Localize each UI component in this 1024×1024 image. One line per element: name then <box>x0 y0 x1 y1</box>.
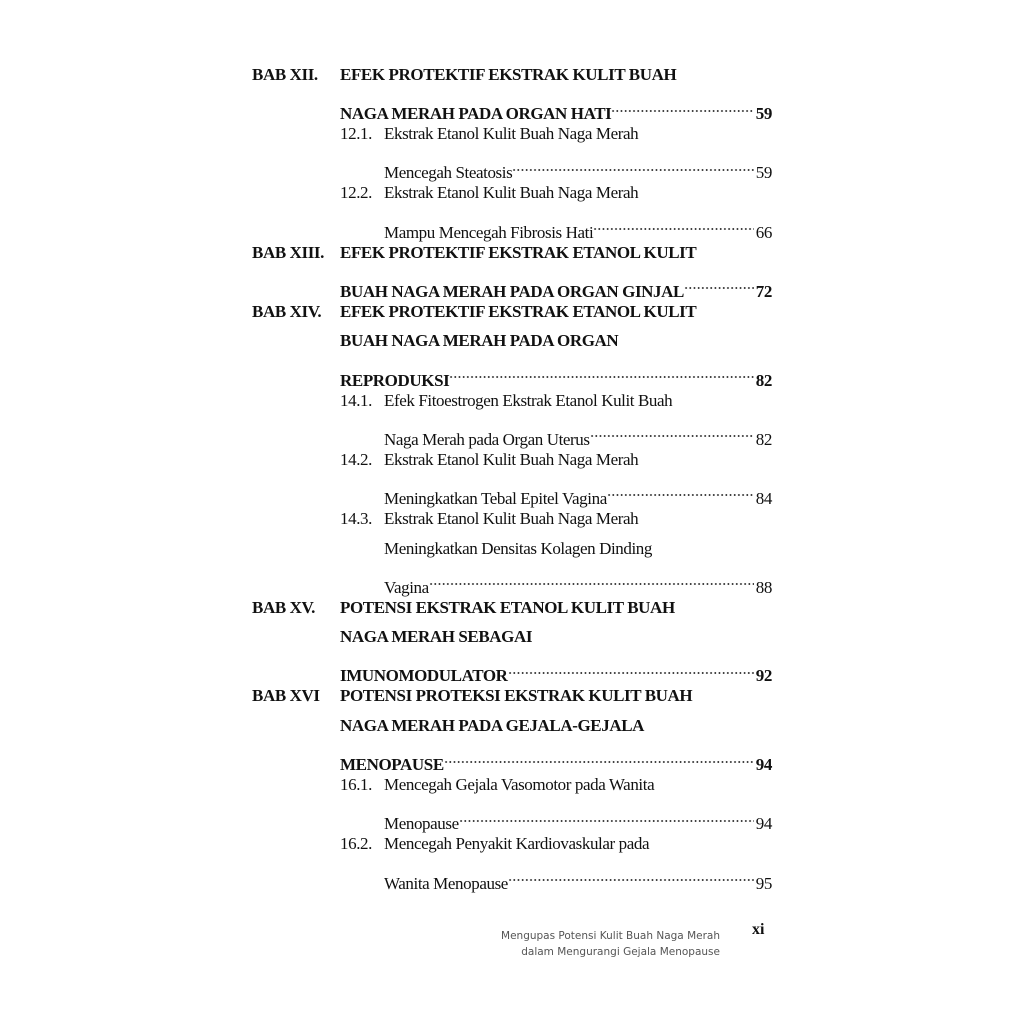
toc-subsection <box>252 504 772 534</box>
page-number: 88 <box>755 577 772 597</box>
subsection-title: Mencegah Gejala Vasomotor pada Wanita <box>384 775 655 795</box>
chapter-title: NAGA MERAH PADA GEJALA-GEJALA <box>340 716 645 736</box>
dot-leader <box>611 90 753 120</box>
subsection-number: 14.1. <box>340 390 373 410</box>
toc-chapter-heading <box>252 593 772 623</box>
subsection-title: Ekstrak Etanol Kulit Buah Naga Merah <box>384 124 639 144</box>
toc-entry-line <box>252 415 772 449</box>
toc-entry-line <box>252 800 772 834</box>
toc-entry-line <box>252 652 772 686</box>
toc-subsection <box>252 829 772 859</box>
toc-subsection <box>252 178 772 208</box>
subsection-number: 14.2. <box>340 449 373 469</box>
book-title-line-2: dalam Mengurangi Gejala Menopause <box>521 946 720 958</box>
toc-entry-line <box>252 534 772 564</box>
toc-chapter-heading <box>252 681 772 711</box>
page-number: 95 <box>755 873 772 893</box>
subsection-number: 16.1. <box>340 775 373 795</box>
chapter-title: NAGA MERAH PADA ORGAN HATI <box>340 104 612 124</box>
toc-chapter-heading <box>252 60 772 90</box>
subsection-number: 16.2. <box>340 834 373 854</box>
dot-leader <box>459 800 754 830</box>
toc-subsection <box>252 445 772 475</box>
toc-chapter-heading <box>252 297 772 327</box>
chapter-title: EFEK PROTEKTIF EKSTRAK KULIT BUAH <box>340 65 677 84</box>
page-number: 92 <box>755 666 772 686</box>
dot-leader <box>444 741 754 771</box>
chapter-title: BUAH NAGA MERAH PADA ORGAN GINJAL <box>340 281 684 301</box>
toc-leader <box>384 859 772 898</box>
chapter-title: EFEK PROTEKTIF EKSTRAK ETANOL KULIT <box>340 301 697 321</box>
dot-leader <box>593 208 754 238</box>
chapter-label: BAB XVI <box>252 686 320 706</box>
dot-leader <box>590 415 754 445</box>
page-number: 84 <box>755 488 772 508</box>
subsection-title: Menopause <box>384 814 459 834</box>
chapter-label: BAB XV. <box>252 597 316 617</box>
dot-leader <box>684 267 754 297</box>
subsection-title: Naga Merah pada Organ Uterus <box>384 429 590 449</box>
toc-subsection <box>252 119 772 149</box>
subsection-title: Meningkatkan Densitas Kolagen Dinding <box>384 538 653 558</box>
page-number: 72 <box>755 281 772 301</box>
subsection-title: Ekstrak Etanol Kulit Buah Naga Merah <box>384 449 639 469</box>
chapter-title: NAGA MERAH SEBAGAI <box>340 627 533 647</box>
toc-entry-line <box>252 208 772 242</box>
page-folio: xi <box>752 921 765 938</box>
toc-entry-line <box>252 474 772 508</box>
toc-entry-line <box>252 90 772 124</box>
dot-leader <box>512 149 754 179</box>
page-number: 59 <box>755 104 772 124</box>
running-footer <box>380 928 720 960</box>
subsection-number: 12.2. <box>340 183 373 203</box>
toc-entry-line <box>252 711 772 741</box>
toc-subsection <box>252 770 772 800</box>
toc-chapter-heading <box>252 238 772 268</box>
page-number: 94 <box>755 755 772 775</box>
page-number: 82 <box>755 370 772 390</box>
book-title-line-1: Mengupas Potensi Kulit Buah Naga Merah <box>501 930 720 942</box>
subsection-title: Mencegah Steatosis <box>384 163 513 183</box>
chapter-title: EFEK PROTEKTIF EKSTRAK ETANOL KULIT <box>340 242 697 262</box>
toc-subsection <box>252 386 772 416</box>
chapter-label: BAB XIII. <box>252 242 324 262</box>
chapter-title: REPRODUKSI <box>340 370 450 390</box>
dot-leader <box>607 474 754 504</box>
chapter-label: BAB XIV. <box>252 301 322 321</box>
toc-entry-line <box>252 859 772 893</box>
toc-entry-line <box>252 267 772 301</box>
subsection-number: 12.1. <box>340 124 373 144</box>
toc-entry-line <box>252 356 772 390</box>
subsection-title: Wanita Menopause <box>384 873 508 893</box>
toc-entry-line <box>252 622 772 652</box>
chapter-label: BAB XII. <box>252 65 318 84</box>
page-number: 94 <box>755 814 772 834</box>
chapter-title: IMUNOMODULATOR <box>340 666 508 686</box>
chapter-title: POTENSI EKSTRAK ETANOL KULIT BUAH <box>340 597 675 617</box>
chapter-title: BUAH NAGA MERAH PADA ORGAN <box>340 331 619 351</box>
subsection-title: Ekstrak Etanol Kulit Buah Naga Merah <box>384 183 639 203</box>
dot-leader <box>449 356 753 386</box>
subsection-number: 14.3. <box>340 508 373 528</box>
chapter-title: MENOPAUSE <box>340 755 444 775</box>
page-number: 82 <box>755 429 772 449</box>
toc-entry-line <box>252 563 772 597</box>
subsection-title: Meningkatkan Tebal Epitel Vagina <box>384 488 607 508</box>
page-number: 66 <box>755 222 772 242</box>
toc-entry-line <box>252 741 772 775</box>
toc-entry-line <box>252 149 772 183</box>
subsection-title: Vagina <box>384 577 429 597</box>
dot-leader <box>429 563 754 593</box>
subsection-title: Mampu Mencegah Fibrosis Hati <box>384 222 594 242</box>
subsection-title: Mencegah Penyakit Kardiovaskular pada <box>384 834 650 854</box>
page-number: 59 <box>755 163 772 183</box>
dot-leader <box>508 652 754 682</box>
chapter-title: POTENSI PROTEKSI EKSTRAK KULIT BUAH <box>340 686 693 706</box>
subsection-title: Efek Fitoestrogen Ekstrak Etanol Kulit Buah <box>384 390 673 410</box>
subsection-title: Ekstrak Etanol Kulit Buah Naga Merah <box>384 508 639 528</box>
dot-leader <box>508 859 754 889</box>
table-of-contents <box>252 60 772 893</box>
toc-entry-line <box>252 326 772 356</box>
